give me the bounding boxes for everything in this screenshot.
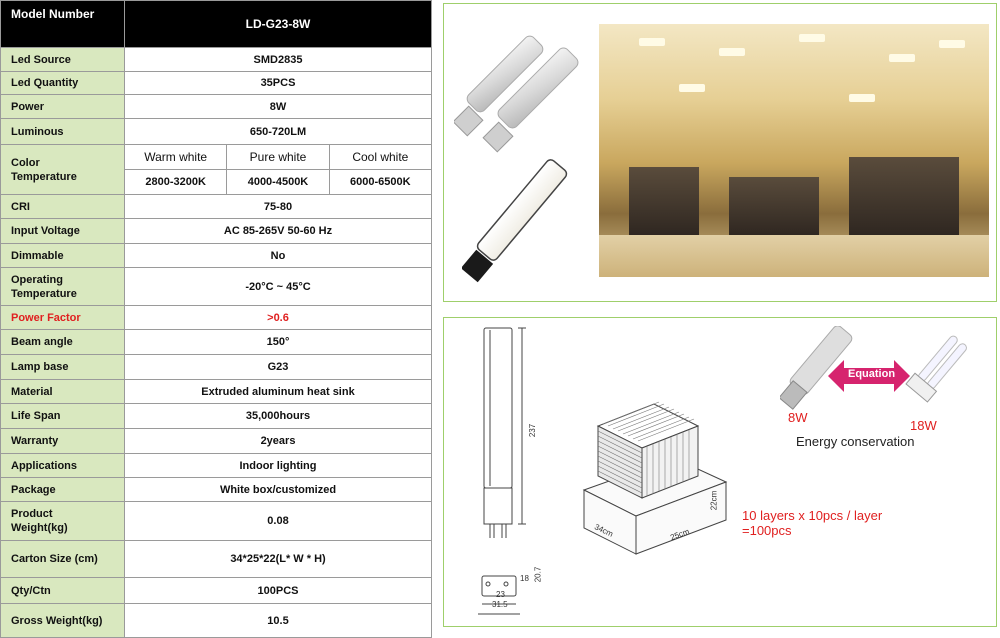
packing-note: [742, 508, 882, 538]
lamp-single-render: [462, 156, 592, 296]
ct-warm-white-name: Warm white: [125, 145, 227, 170]
cfl-watt-label: 18W: [910, 418, 937, 433]
spec-value: Indoor lighting: [125, 454, 432, 478]
spec-row-model-number: [1, 1, 432, 48]
spec-row-cri: [1, 195, 432, 219]
ct-cool-white-name: Cool white: [329, 145, 431, 170]
packing-note-line2: =100pcs: [742, 523, 792, 538]
spec-label: [1, 268, 125, 306]
product-photo-panel: [443, 3, 997, 302]
spec-label: Applications: [1, 454, 125, 478]
spec-row-life-span: [1, 404, 432, 429]
carton-height-label: 22cm: [709, 490, 719, 511]
model-number-value: LD-G23-8W: [125, 1, 432, 48]
spec-row-qty-ctn: [1, 578, 432, 604]
spec-value: AC 85-265V 50-60 Hz: [125, 219, 432, 244]
spec-label: Gross Weight(kg): [1, 604, 125, 638]
spec-value: >0.6: [125, 306, 432, 330]
drawing-base-width-label: 23: [496, 590, 505, 599]
spec-row-led-quantity: [1, 72, 432, 95]
spec-row-input-voltage: [1, 219, 432, 244]
spec-label-line2: Temperature: [11, 287, 77, 300]
model-number-label: Model Number: [1, 1, 125, 48]
drawing-pin-spacing-label: 18: [520, 574, 529, 583]
spec-label: Power: [1, 95, 125, 119]
spec-value: 35,000hours: [125, 404, 432, 429]
spec-label: Luminous: [1, 119, 125, 145]
color-temperature-label-line1: Color: [11, 156, 40, 169]
carton-length-label: 34cm: [593, 522, 615, 539]
spec-value: Extruded aluminum heat sink: [125, 380, 432, 404]
spec-value: 35PCS: [125, 72, 432, 95]
color-temperature-label: [1, 145, 125, 195]
spec-value: 2years: [125, 429, 432, 454]
spec-row-power-factor: [1, 306, 432, 330]
spec-label: Led Quantity: [1, 72, 125, 95]
spec-label: Warranty: [1, 429, 125, 454]
spec-value: 0.08: [125, 502, 432, 541]
spec-row-carton-size: [1, 541, 432, 578]
spec-label: [1, 502, 125, 541]
spec-value: 34*25*22(L* W * H): [125, 541, 432, 578]
spec-value: SMD2835: [125, 48, 432, 72]
spec-row-luminous: [1, 119, 432, 145]
spec-row-power: [1, 95, 432, 119]
equation-label: Equation: [848, 368, 896, 380]
spec-label: Life Span: [1, 404, 125, 429]
retail-store-photo: [599, 24, 989, 277]
packing-note-line1: 10 layers x 10pcs / layer: [742, 508, 883, 523]
spec-value: 150°: [125, 330, 432, 355]
spec-row-operating-temperature: [1, 268, 432, 306]
color-temperature-label-line2: Temperature: [11, 170, 77, 183]
spec-label: Qty/Ctn: [1, 578, 125, 604]
drawing-base-total-label: 31.5: [492, 600, 508, 609]
drawing-length-label: 237: [528, 423, 538, 438]
technical-info-panel: [443, 317, 997, 627]
spec-row-color-temperature: [1, 145, 432, 170]
spec-row-dimmable: [1, 244, 432, 268]
spec-label-line2: Weight(kg): [11, 522, 68, 534]
spec-label: Package: [1, 478, 125, 502]
spec-value: G23: [125, 355, 432, 380]
spec-row-applications: [1, 454, 432, 478]
lamp-pair-render: [454, 18, 594, 158]
spec-value: -20°C ~ 45°C: [125, 268, 432, 306]
spec-label: Beam angle: [1, 330, 125, 355]
spec-value: No: [125, 244, 432, 268]
spec-value: 75-80: [125, 195, 432, 219]
spec-label-line1: Product: [11, 508, 53, 520]
spec-label: Lamp base: [1, 355, 125, 380]
spec-table: [0, 0, 432, 638]
carton-width-label: 25cm: [669, 526, 691, 543]
spec-row-led-source: [1, 48, 432, 72]
spec-value: 650-720LM: [125, 119, 432, 145]
spec-label: Input Voltage: [1, 219, 125, 244]
spec-row-warranty: [1, 429, 432, 454]
ct-warm-white-range: 2800-3200K: [125, 170, 227, 195]
spec-label: Led Source: [1, 48, 125, 72]
spec-value: 100PCS: [125, 578, 432, 604]
spec-row-beam-angle: [1, 330, 432, 355]
spec-label: Power Factor: [1, 306, 125, 330]
spec-row-gross-weight: [1, 604, 432, 638]
spec-value: 8W: [125, 95, 432, 119]
energy-conservation-caption: Energy conservation: [796, 434, 915, 449]
spec-value: White box/customized: [125, 478, 432, 502]
led-watt-label: 8W: [788, 410, 808, 425]
spec-value: 10.5: [125, 604, 432, 638]
spec-label: CRI: [1, 195, 125, 219]
spec-row-material: [1, 380, 432, 404]
ct-pure-white-range: 4000-4500K: [227, 170, 329, 195]
cfl-lamp-render: [902, 330, 970, 410]
ct-cool-white-range: 6000-6500K: [329, 170, 431, 195]
ct-pure-white-name: Pure white: [227, 145, 329, 170]
spec-row-product-weight: [1, 502, 432, 541]
spec-row-lamp-base: [1, 355, 432, 380]
drawing-base-height-label: 20.7: [533, 566, 543, 583]
spec-row-package: [1, 478, 432, 502]
spec-label-line1: Operating: [11, 273, 63, 286]
spec-label: Material: [1, 380, 125, 404]
lamp-technical-drawing: [476, 324, 556, 620]
spec-label: Carton Size (cm): [1, 541, 125, 578]
spec-label: Dimmable: [1, 244, 125, 268]
